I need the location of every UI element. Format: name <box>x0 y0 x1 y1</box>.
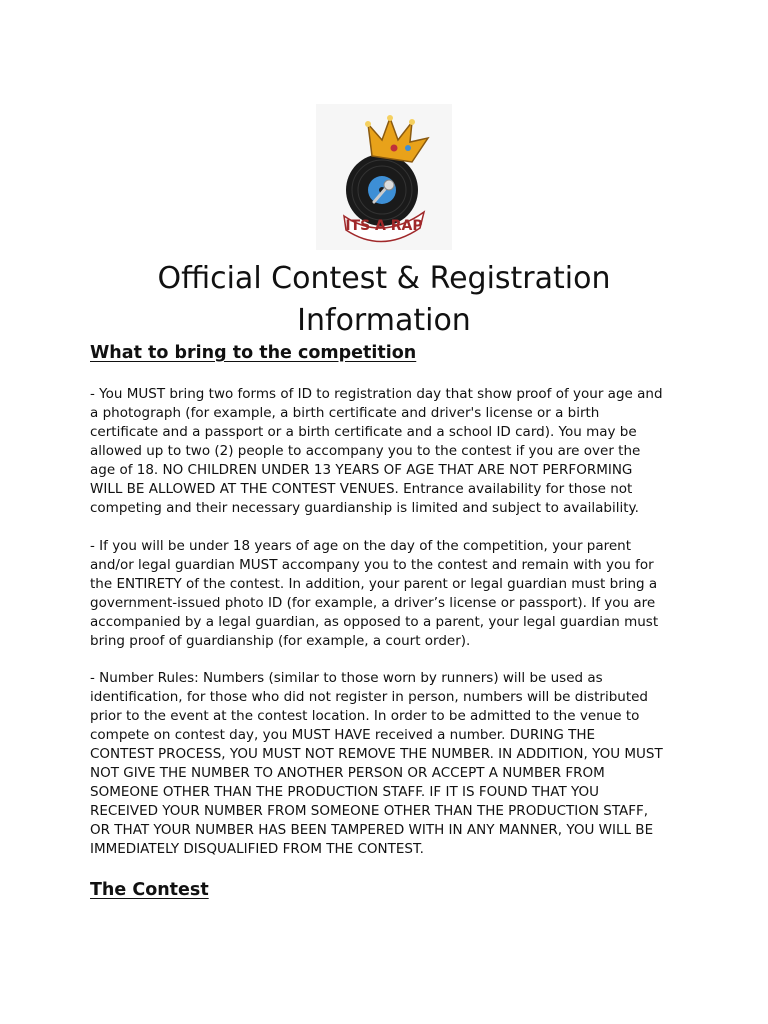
section-heading-the-contest: The Contest <box>90 880 209 900</box>
page-title-line-1: Official Contest & Registration <box>157 261 611 296</box>
paragraph-line: NOT GIVE THE NUMBER TO ANOTHER PERSON OR ACCEPT A NUMBER FROM <box>90 765 605 781</box>
paragraph-guardian-requirements <box>90 537 690 651</box>
logo-graphic <box>316 104 452 250</box>
paragraph-line: CONTEST PROCESS, YOU MUST NOT REMOVE THE NUMBER. IN ADDITION, YOU MUST <box>90 746 663 762</box>
paragraph-line: IMMEDIATELY DISQUALIFIED FROM THE CONTEST. <box>90 841 424 857</box>
crown-vinyl-microphone-logo <box>316 104 452 250</box>
paragraph-line: allowed up to two (2) people to accompany you to the contest if you are over the <box>90 443 641 459</box>
paragraph-line: competing and their necessary guardianship is limited and subject to availability. <box>90 500 639 516</box>
logo-text: ITS A RAP <box>345 218 423 234</box>
paragraph-line: prior to the event at the contest location. In order to be admitted to the venue to <box>90 708 640 724</box>
paragraph-line: bring proof of guardianship (for example, a court order). <box>90 633 471 649</box>
paragraph-line: government-issued photo ID (for example, a driver’s license or passport). If you are <box>90 595 656 611</box>
paragraph-line: a photograph (for example, a birth certificate and driver's license or a birth <box>90 405 600 421</box>
paragraph-line: compete on contest day, you MUST HAVE received a number. DURING THE <box>90 727 596 743</box>
paragraph-line: identification, for those who did not register in person, numbers will be distributed <box>90 689 649 705</box>
paragraph-line: RECEIVED YOUR NUMBER FROM SOMEONE OTHER THAN THE PRODUCTION STAFF, <box>90 803 649 819</box>
section-heading-what-to-bring: What to bring to the competition <box>90 343 417 363</box>
paragraph-number-rules <box>90 669 690 859</box>
paragraph-line: certificate and a passport or a birth certificate and a school ID card). You may be <box>90 424 637 440</box>
paragraph-line: - You MUST bring two forms of ID to registration day that show proof of your age and <box>90 386 663 402</box>
paragraph-line: WILL BE ALLOWED AT THE CONTEST VENUES. Entrance availability for those not <box>90 481 633 497</box>
paragraph-line: - If you will be under 18 years of age on the day of the competition, your parent <box>90 538 632 554</box>
paragraph-line: the ENTIRETY of the contest. In addition, your parent or legal guardian must bring a <box>90 576 658 592</box>
paragraph-line: and/or legal guardian MUST accompany you to the contest and remain with you for <box>90 557 654 573</box>
paragraph-line: age of 18. NO CHILDREN UNDER 13 YEARS OF AGE THAT ARE NOT PERFORMING <box>90 462 633 478</box>
paragraph-line: OR THAT YOUR NUMBER HAS BEEN TAMPERED WITH IN ANY MANNER, YOU WILL BE <box>90 822 654 838</box>
paragraph-id-requirements <box>90 385 690 518</box>
page-title-line-2: Information <box>297 303 471 338</box>
paragraph-line: accompanied by a legal guardian, as opposed to a parent, your legal guardian must <box>90 614 659 630</box>
page-title <box>0 258 768 342</box>
paragraph-line: - Number Rules: Numbers (similar to those worn by runners) will be used as <box>90 670 603 686</box>
paragraph-line: SOMEONE OTHER THAN THE PRODUCTION STAFF. IF IT IS FOUND THAT YOU <box>90 784 600 800</box>
